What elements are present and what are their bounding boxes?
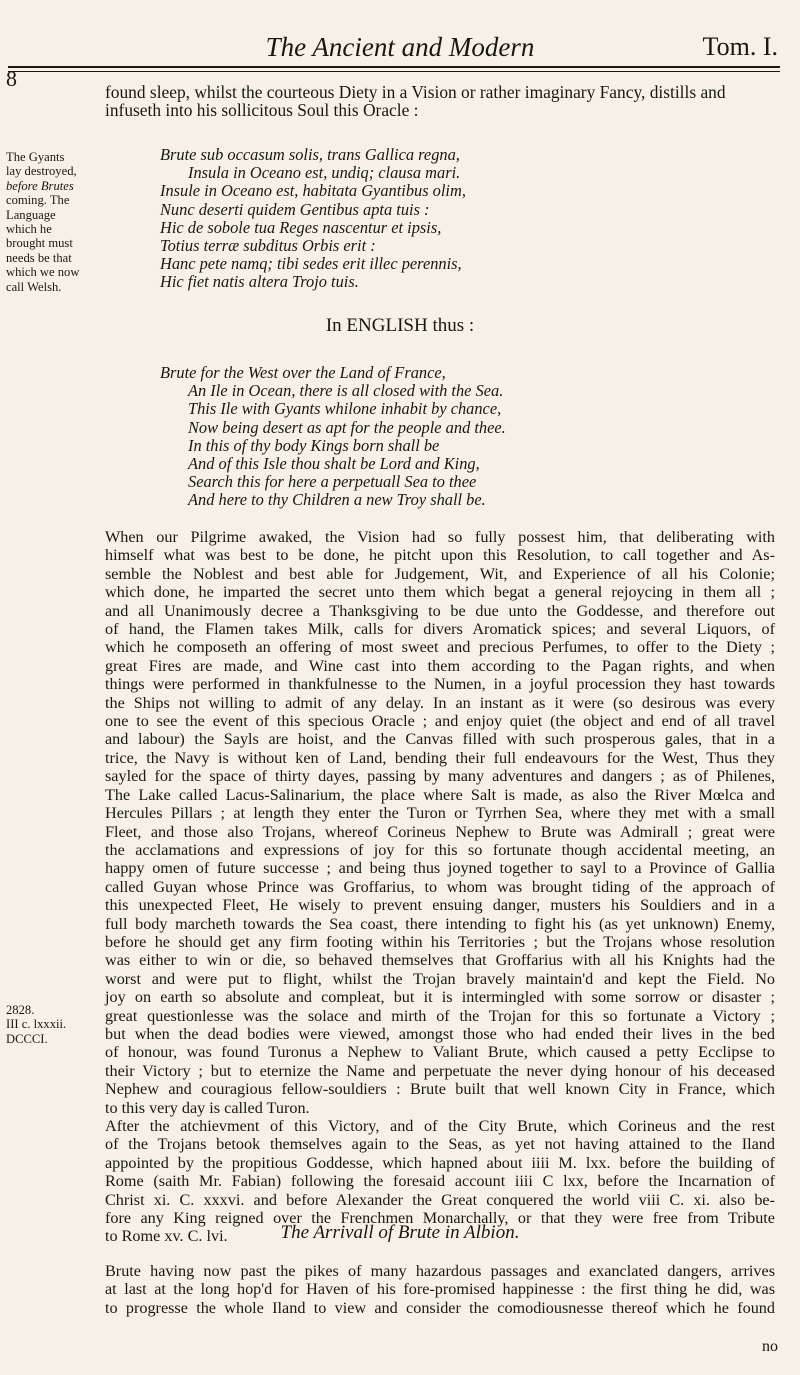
running-title: The Ancient and Modern (265, 32, 535, 62)
verse-line: Insule in Oceano est, habitata Gyantibus olim, (160, 181, 466, 201)
paragraph-line: Hercules Pillars ; at length they enter the Turon or Tyrrhen Sea, where they met with a small (105, 804, 775, 823)
paragraph-line: called Guyan whose Prince was Groffarius, to whom was brought tiding of the approach of (105, 877, 775, 896)
catchword: no (762, 1338, 778, 1355)
page-header (0, 22, 800, 91)
paragraph-line: and labour) the Sayls are hoist, and the Canvas filled with such prosperous gales, that in a (105, 730, 775, 749)
paragraph-line: The Lake called Lacus-Salinarium, the place where Salt is made, as also the River Mœlca and (105, 785, 775, 804)
paragraph-line: full body marcheth towards the Sea coast, there intending to fight his (as yet unknown) Enemy, (105, 914, 775, 933)
paragraph-line: the Ships not willing to admit of any delay. In an instant as it were (so desirous was every (105, 693, 775, 712)
margin-note-gyants (6, 150, 102, 294)
verse-line: Nunc deserti quidem Gentibus apta tuis : (160, 199, 430, 219)
header-rule-thin (8, 71, 780, 72)
intro-line: infuseth into his sollicitous Soul this Oracle : (105, 100, 419, 121)
paragraph-line: which he composeth an offering of most sweet and precious Perfumes, to offer to the Diety ; (105, 638, 775, 657)
margin-note-line: lay destroyed, (6, 164, 77, 179)
margin-note-line: coming. The (6, 193, 70, 208)
paragraph-line: of honour, was found Turonus a Nephew to Valiant Brute, which caused a petty Ecclipse to (105, 1043, 775, 1062)
final-paragraph (105, 1262, 775, 1317)
verse-line: Hanc pete namq; tibi sedes erit illec perennis, (160, 254, 462, 274)
intro-line: found sleep, whilst the courteous Diety in a Vision or rather imaginary Fancy, distills and (105, 82, 726, 102)
paragraph-line: great questionlesse was the solace and mirth of the Trojan for this so fortunate a Victory ; (105, 1006, 775, 1025)
intro-text (105, 83, 773, 119)
verse-line: Brute sub occasum solis, trans Gallica regna, (160, 145, 460, 164)
verse-line: Now being desert as apt for the people and thee. (188, 417, 506, 437)
paragraph-line: at last at the long hop'd for Haven of his fore-promised happinesse : the first thing he did, was (105, 1280, 775, 1299)
verse-line: Hic fiet natis altera Trojo tuis. (160, 272, 359, 292)
paragraph-line: to this very day is called Turon. (105, 1098, 310, 1117)
paragraph-line: Fleet, and those also Trojans, whereof Corineus Nephew to Brute was Admirall ; great were (105, 822, 775, 841)
paragraph-line: Nephew and couragious fellow-souldiers : Brute built that well known City in France, which (105, 1080, 775, 1099)
paragraph-line: which done, he imparted the secret unto them which begat a general rejoycing in them all ; (105, 583, 775, 602)
margin-note-line: before Brutes (6, 178, 74, 193)
paragraph-line: After the atchievment of this Victory, and of the City Brute, which Corineus and the rest (105, 1117, 775, 1135)
margin-note-line: call Welsh. (6, 279, 62, 294)
margin-note-line: needs be that (6, 250, 72, 265)
paragraph-line: one to see the event of this specious Oracle ; and enjoy quiet (the object and end of all travel (105, 712, 775, 731)
margin-note-line: brought must (6, 236, 73, 251)
paragraph-line: of hand, the Flamen takes Milk, calls for divers Aromatick spices; and several Liquors, of (105, 620, 775, 639)
verse-line: Insula in Oceano est, undiq; clausa mari. (188, 163, 461, 183)
paragraph-line: before he should get any firm footing within his Territories ; but the Trojans whose resolution (105, 932, 775, 951)
paragraph-line: happy omen of future successe ; and being thus joyned together to sayl to a Province of Gallia (105, 859, 775, 878)
paragraph-line: When our Pilgrime awaked, the Vision had so fully possest him, that deliberating with (105, 528, 775, 546)
latin-verse (160, 146, 720, 292)
margin-ref-line: III c. lxxxii. (6, 1017, 67, 1032)
paragraph-line: great Fires are made, and Wine cast into them according to the Pagan rights, and when (105, 656, 775, 675)
paragraph-line: appointed by the propitious Goddesse, which hapned about iiii M. lxx. before the building of (105, 1153, 775, 1172)
paragraph-line: semble the Noblest and best able for Judgement, Wit, and Experience of all his Colonie; (105, 564, 775, 583)
margin-note-line: The Gyants (6, 150, 65, 164)
tome-label: Tom. I. (702, 32, 778, 61)
paragraph-line: their Victory ; but to eternize the Name and perpetuate the never dying honour of his deceased (105, 1061, 775, 1080)
verse-line: An Ile in Ocean, there is all closed with the Sea. (188, 381, 504, 401)
paragraph-line: Brute having now past the pikes of many hazardous passages and exanclated dangers, arrives (105, 1262, 775, 1280)
english-verse (160, 364, 720, 510)
verse-line: Search this for here a perpetuall Sea to thee (188, 472, 477, 492)
verse-line: And of this Isle thou shalt be Lord and King, (188, 454, 480, 474)
margin-note-line: which we now (6, 265, 80, 280)
margin-note-line: which he (6, 222, 52, 237)
paragraph-line: himself what was best to be done, he pitcht upon this Resolution, to call together and As- (105, 546, 775, 565)
verse-line: In this of thy body Kings born shall be (188, 435, 440, 455)
section-title: The Arrivall of Brute in Albion. (280, 1222, 520, 1243)
paragraph-line: to progresse the whole Iland to view and consider the comodiousnesse thereof which he found (105, 1298, 775, 1317)
page-number: 8 (6, 66, 17, 91)
margin-note-line: Language (6, 207, 56, 222)
verse-line: Brute for the West over the Land of France, (160, 363, 446, 382)
paragraph-line: fore any King reigned over the Frenchmen Monarchally, or that they were free from Tribute (105, 1209, 775, 1228)
verse-line: And here to thy Children a new Troy shall be. (188, 490, 486, 510)
paragraph-line: this unexpected Fleet, He wisely to prevent ensuing danger, musters his Souldiers and in a (105, 896, 775, 915)
paragraph-line: sayled for the space of thirty dayes, passing by many adventures and dangers ; as of Philenes, (105, 767, 775, 786)
paragraph-line: and all Unanimously decree a Thanksgiving to be due unto the Goddesse, and therefore out (105, 601, 775, 620)
paragraph-line: the acclamations and expressions of joy for this so fortunate though accidental meeting, an (105, 840, 775, 859)
paragraph-line: things were performed in thankfulnesse to the Numen, in a joyful procession they hast towards (105, 675, 775, 694)
paragraph-line: but when the dead bodies were viewed, amongst those who had ended their lives in the bed (105, 1024, 775, 1043)
in-english-heading: In ENGLISH thus : (325, 315, 475, 336)
margin-ref-line: 2828. (6, 1003, 35, 1017)
margin-chronology (6, 1003, 102, 1046)
verse-line: Hic de sobole tua Reges nascentur et ipsis, (160, 217, 442, 237)
margin-ref-line: DCCCI. (6, 1031, 48, 1046)
paragraph-line: Rome (saith Mr. Fabian) following the foresaid account iiii C lxx, before the Incarnation of (105, 1172, 775, 1191)
header-rule (8, 66, 780, 68)
verse-line: This Ile with Gyants whilone inhabit by chance, (188, 399, 502, 419)
paragraph-line: worst and were put to flight, whilst the Trojan bravely maintain'd and kept the Field. No (105, 969, 775, 988)
paragraph-line: to Rome xv. C. lvi. (105, 1227, 228, 1246)
paragraph-line: trice, the Navy is without ken of Land, bending their full endeavours for the West, Thus they (105, 748, 775, 767)
verse-line: Totius terræ subditus Orbis erit : (160, 236, 376, 256)
paragraph-line: joy on earth so absolute and compleat, but it is intermingled with some sorrow or disaster ; (105, 988, 775, 1007)
paragraph-line: Christ xi. C. xxxvi. and before Alexander the Great conquered the world viii C. xi. also be- (105, 1190, 775, 1209)
paragraph-line: of the Trojans betook themselves again to the Seas, as yet not having attained to the Iland (105, 1135, 775, 1154)
paragraph-line: was either to win or die, so behaved themselves that Groffarius with all his Knights had the (105, 951, 775, 970)
main-paragraph (105, 528, 775, 1246)
